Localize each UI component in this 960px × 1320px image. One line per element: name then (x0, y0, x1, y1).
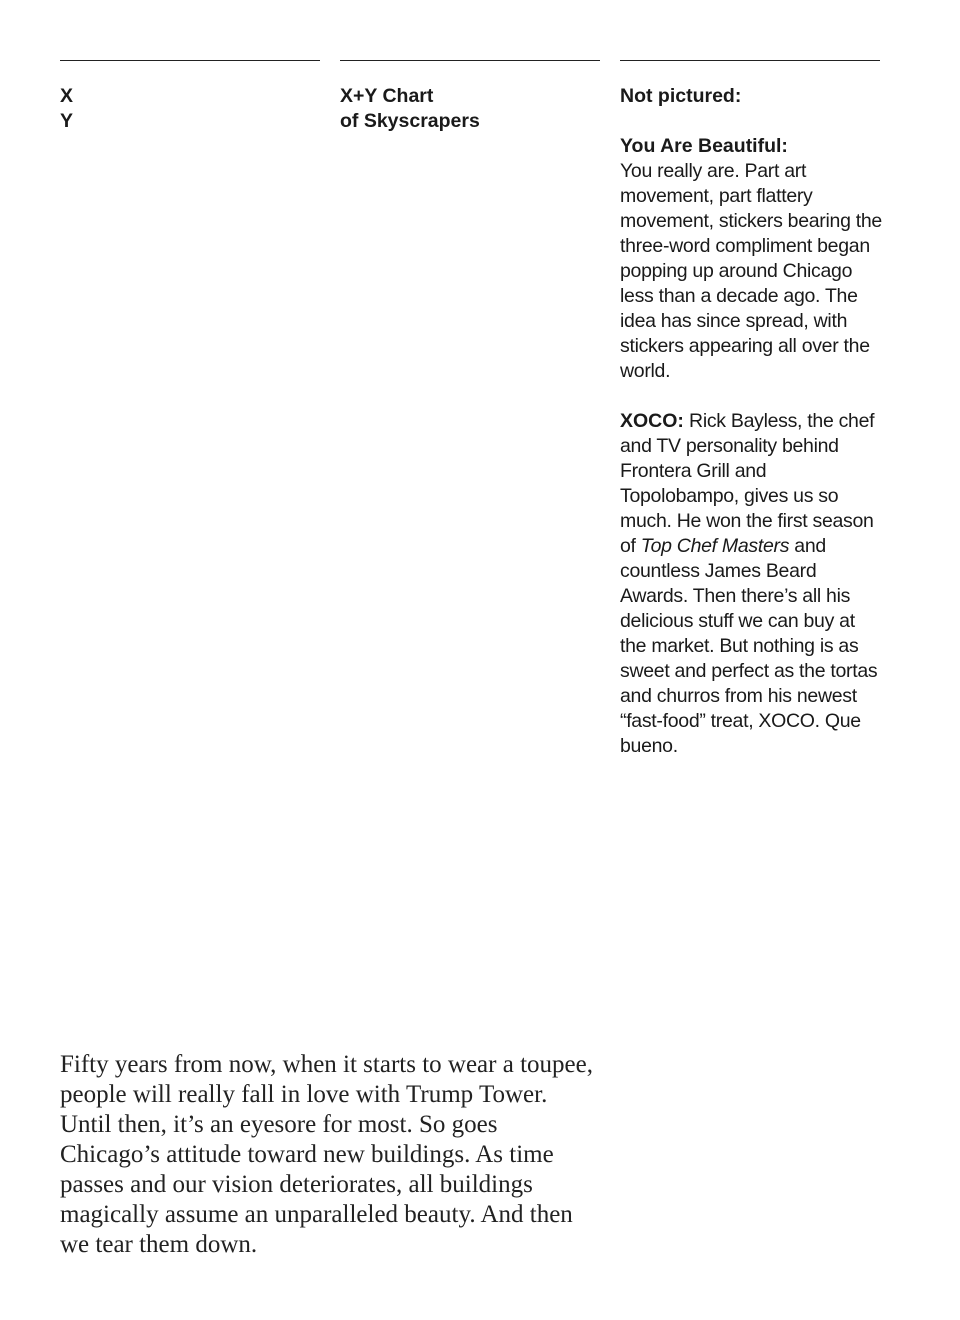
axis-labels (60, 84, 320, 134)
x-label: X (60, 85, 74, 107)
title-column (340, 60, 600, 134)
chart-title-line1: X+Y Chart (340, 85, 434, 107)
item-italic-title: Top Chef Masters (640, 535, 790, 557)
not-pictured-heading: Not pictured: (620, 85, 742, 107)
essay-paragraph: Fifty years from now, when it starts to wear a toupee, people will really fall in love with Trump Tower. Until then, it’s an eyesore for most. So goes Chicago’s attitude toward new buildings. As time passes and our vision deteriorates, all buildings magically assume an unparalleled beauty. And then we tear them down. (60, 1051, 593, 1258)
item-text-after: and countless James Beard Awards. Then there’s all his delicious stuff we can buy at the market. But nothing is as sweet and perfect as the tortas and churros from his newest “fast-food” treat, XOCO. Que bueno. (620, 535, 878, 757)
item-xoco (620, 409, 882, 759)
chart-title (340, 84, 600, 134)
y-label: Y (60, 110, 74, 132)
item-you-are-beautiful (620, 134, 882, 384)
item-text: You really are. Part art movement, part flattery movement, stickers bearing the three-word compliment began popping up around Chicago less than a decade ago. The idea has since spread, with stickers appearing all over the world. (620, 160, 882, 382)
not-pictured-column (620, 60, 880, 784)
axis-column (60, 60, 320, 134)
chart-title-line2: of Skyscrapers (340, 110, 480, 132)
item-label: XOCO: (620, 410, 684, 432)
not-pictured-list (620, 134, 882, 759)
item-label: You Are Beautiful: (620, 135, 788, 157)
item-text: Rick Bayless, the chef and TV personality behind Frontera Grill and Topolobampo, gives us so much. He won the first season of (620, 410, 875, 557)
